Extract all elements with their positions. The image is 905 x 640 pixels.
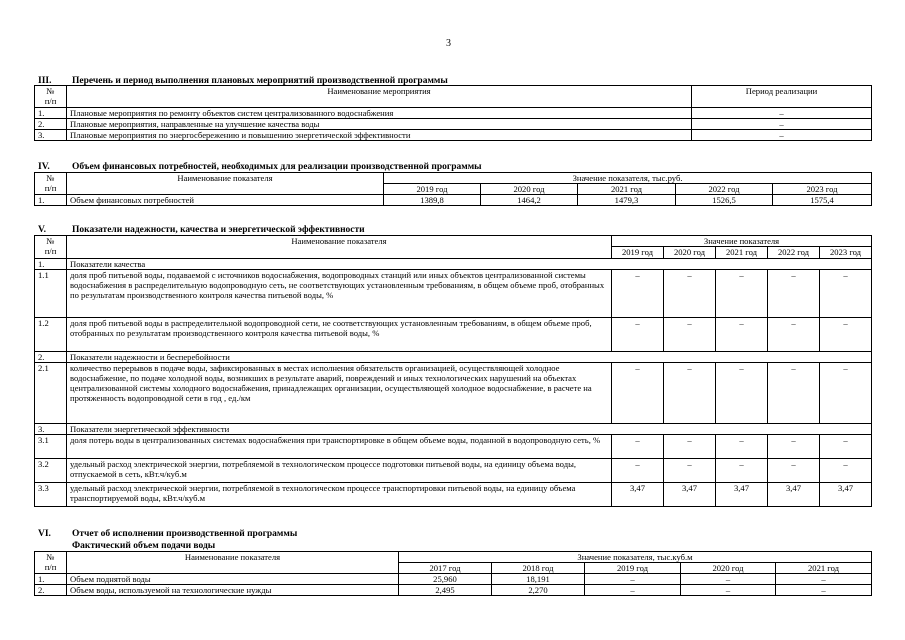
- row-value: –: [664, 363, 716, 424]
- page-number: 3: [446, 38, 451, 49]
- row-value: –: [768, 363, 820, 424]
- row-value: –: [664, 459, 716, 483]
- row-value: 1389,8: [384, 195, 481, 206]
- group-row: [35, 424, 872, 435]
- row-value: 2,495: [399, 585, 492, 596]
- row-value: –: [664, 318, 716, 352]
- section-5-title: [38, 225, 365, 235]
- year-header: 2020 год: [664, 247, 716, 259]
- col-header-name: Наименование показателя: [67, 236, 612, 259]
- section-6-number: VI.: [38, 529, 51, 539]
- row-value: –: [664, 270, 716, 318]
- col-header-number: № п/п: [35, 552, 67, 574]
- row-value: –: [716, 435, 768, 459]
- table-row: [35, 574, 872, 585]
- table-row: [35, 130, 872, 141]
- col-header-number: № п/п: [35, 236, 67, 259]
- row-name: количество перерывов в подаче воды, зафиксированных в местах исполнения обязательств организацией, осуществляющей холодное водоснабжение, по подаче холодной воды, возникших в результате аварий, повреждений и иных технологических нарушений на объектах централизованной системы холодного водоснабжения, принадлежащих организации, осуществляющей холодное водоснабжение, в расчете на протяженность водопроводной сети в год , ед./км: [67, 363, 612, 424]
- row-value: 3,47: [716, 483, 768, 507]
- year-header: 2022 год: [676, 184, 773, 195]
- table-planned-measures: [34, 85, 872, 141]
- row-value: –: [585, 585, 681, 596]
- col-header-value: Значение показателя, тыс.куб.м: [399, 552, 872, 563]
- group-number: 1.: [35, 259, 67, 270]
- row-name: Плановые мероприятия по ремонту объектов систем централизованного водоснабжения: [67, 108, 692, 119]
- row-value: –: [681, 585, 776, 596]
- section-4-heading: Объем финансовых потребностей, необходимых для реализации производственной программы: [72, 162, 482, 172]
- section-5-heading: Показатели надежности, качества и энергетической эффективности: [72, 225, 365, 235]
- row-value: –: [820, 363, 872, 424]
- table-row: [35, 270, 872, 318]
- group-name: Показатели энергетической эффективности: [67, 424, 872, 435]
- row-number: 1.: [35, 108, 67, 119]
- col-header-value: Значение показателя: [612, 236, 872, 247]
- year-header: 2021 год: [716, 247, 768, 259]
- year-header: 2020 год: [681, 563, 776, 574]
- row-period: –: [692, 108, 872, 119]
- section-3-heading: Перечень и период выполнения плановых мероприятий производственной программы: [72, 76, 448, 86]
- row-value: –: [716, 270, 768, 318]
- year-header: 2023 год: [820, 247, 872, 259]
- group-row: [35, 259, 872, 270]
- row-number: 3.1: [35, 435, 67, 459]
- row-value: 1464,2: [481, 195, 578, 206]
- col-header-name: Наименование показателя: [67, 552, 399, 574]
- row-value: –: [768, 270, 820, 318]
- row-value: –: [820, 459, 872, 483]
- row-name: доля проб питьевой воды, подаваемой с источников водоснабжения, водопроводных станций или иных объектов централизованной системы водоснабжения в распределительную водопроводную сеть, не соответствующих установленным требованиям, в общем объеме проб, отобранных по результатам производственного контроля качества питьевой воды, %: [67, 270, 612, 318]
- row-value: –: [820, 270, 872, 318]
- section-6-subtitle: Фактический объем подачи воды: [72, 541, 216, 551]
- row-name: Плановые мероприятия, направленные на улучшение качества воды: [67, 119, 692, 130]
- row-number: 3.2: [35, 459, 67, 483]
- row-value: 3,47: [768, 483, 820, 507]
- row-value: –: [768, 318, 820, 352]
- group-name: Показатели надежности и бесперебойности: [67, 352, 872, 363]
- row-value: –: [612, 318, 664, 352]
- col-header-number: № п/п: [35, 86, 67, 108]
- col-header-number: № п/п: [35, 173, 67, 195]
- table-row: [35, 119, 872, 130]
- row-value: –: [612, 459, 664, 483]
- row-value: –: [612, 435, 664, 459]
- row-value: 1575,4: [773, 195, 872, 206]
- row-value: –: [716, 459, 768, 483]
- row-name: Объем финансовых потребностей: [67, 195, 384, 206]
- table-row: [35, 108, 872, 119]
- row-number: 2.1: [35, 363, 67, 424]
- row-value: –: [664, 435, 716, 459]
- table-water-supply: [34, 551, 872, 596]
- row-value: –: [681, 574, 776, 585]
- row-number: 3.3: [35, 483, 67, 507]
- col-header-name: Наименование мероприятия: [67, 86, 692, 108]
- group-number: 3.: [35, 424, 67, 435]
- row-name: удельный расход электрической энергии, потребляемой в технологическом процессе транспортировки питьевой воды, на единицу объема транспортируемой воды, кВт.ч/куб.м: [67, 483, 612, 507]
- table-row: [35, 363, 872, 424]
- section-5-number: V.: [38, 225, 47, 235]
- col-header-name: Наименование показателя: [67, 173, 384, 195]
- row-value: –: [820, 318, 872, 352]
- year-header: 2022 год: [768, 247, 820, 259]
- row-period: –: [692, 119, 872, 130]
- section-6-heading: Отчет об исполнении производственной программы: [72, 529, 298, 539]
- year-header: 2019 год: [585, 563, 681, 574]
- year-header: 2021 год: [578, 184, 676, 195]
- col-header-period: Период реализации: [692, 86, 872, 108]
- row-value: –: [716, 363, 768, 424]
- table-row: [35, 435, 872, 459]
- year-header: 2021 год: [776, 563, 872, 574]
- year-header: 2019 год: [384, 184, 481, 195]
- row-name: Объем воды, используемой на технологические нужды: [67, 585, 399, 596]
- row-value: –: [820, 435, 872, 459]
- group-row: [35, 352, 872, 363]
- year-header: 2017 год: [399, 563, 492, 574]
- row-value: 18,191: [492, 574, 585, 585]
- row-value: 1526,5: [676, 195, 773, 206]
- year-header: 2023 год: [773, 184, 872, 195]
- group-number: 2.: [35, 352, 67, 363]
- section-6-title: [38, 529, 297, 539]
- row-value: –: [776, 585, 872, 596]
- table-row: [35, 459, 872, 483]
- section-3-number: III.: [38, 76, 52, 86]
- row-value: –: [612, 270, 664, 318]
- table-reliability-indicators: [34, 235, 872, 507]
- row-value: –: [768, 459, 820, 483]
- year-header: 2020 год: [481, 184, 578, 195]
- row-name: доля проб питьевой воды в распределительной водопроводной сети, не соответствующих установленным требованиям, в общем объеме проб, отобранных по результатам производственного контроля качества питьевой воды, %: [67, 318, 612, 352]
- row-value: –: [776, 574, 872, 585]
- row-value: 3,47: [664, 483, 716, 507]
- row-number: 1.2: [35, 318, 67, 352]
- row-value: –: [768, 435, 820, 459]
- row-number: 1.1: [35, 270, 67, 318]
- table-row: [35, 585, 872, 596]
- row-number: 3.: [35, 130, 67, 141]
- section-4-number: IV.: [38, 162, 50, 172]
- table-row: [35, 318, 872, 352]
- group-name: Показатели качества: [67, 259, 872, 270]
- row-value: 3,47: [820, 483, 872, 507]
- row-name: Плановые мероприятия по энергосбережению и повышению энергетической эффективности: [67, 130, 692, 141]
- row-number: 2.: [35, 585, 67, 596]
- row-value: –: [716, 318, 768, 352]
- row-value: –: [612, 363, 664, 424]
- row-name: Объем поднятой воды: [67, 574, 399, 585]
- table-row: [35, 195, 872, 206]
- section-4-title: [38, 162, 482, 172]
- table-row: [35, 483, 872, 507]
- row-number: 2.: [35, 119, 67, 130]
- year-header: 2019 год: [612, 247, 664, 259]
- row-number: 1.: [35, 195, 67, 206]
- row-value: 25,960: [399, 574, 492, 585]
- year-header: 2018 год: [492, 563, 585, 574]
- table-financial-needs: [34, 172, 872, 206]
- row-value: 1479,3: [578, 195, 676, 206]
- col-header-value: Значение показателя, тыс.руб.: [384, 173, 872, 184]
- row-period: –: [692, 130, 872, 141]
- row-name: удельный расход электрической энергии, потребляемой в технологическом процессе подготовки питьевой воды, на единицу объема воды, отпускаемой в сеть, кВт.ч/куб.м: [67, 459, 612, 483]
- row-number: 1.: [35, 574, 67, 585]
- row-value: 2,270: [492, 585, 585, 596]
- row-name: доля потерь воды в централизованных системах водоснабжения при транспортировке в общем объеме воды, поданной в водопроводную сеть, %: [67, 435, 612, 459]
- row-value: –: [585, 574, 681, 585]
- row-value: 3,47: [612, 483, 664, 507]
